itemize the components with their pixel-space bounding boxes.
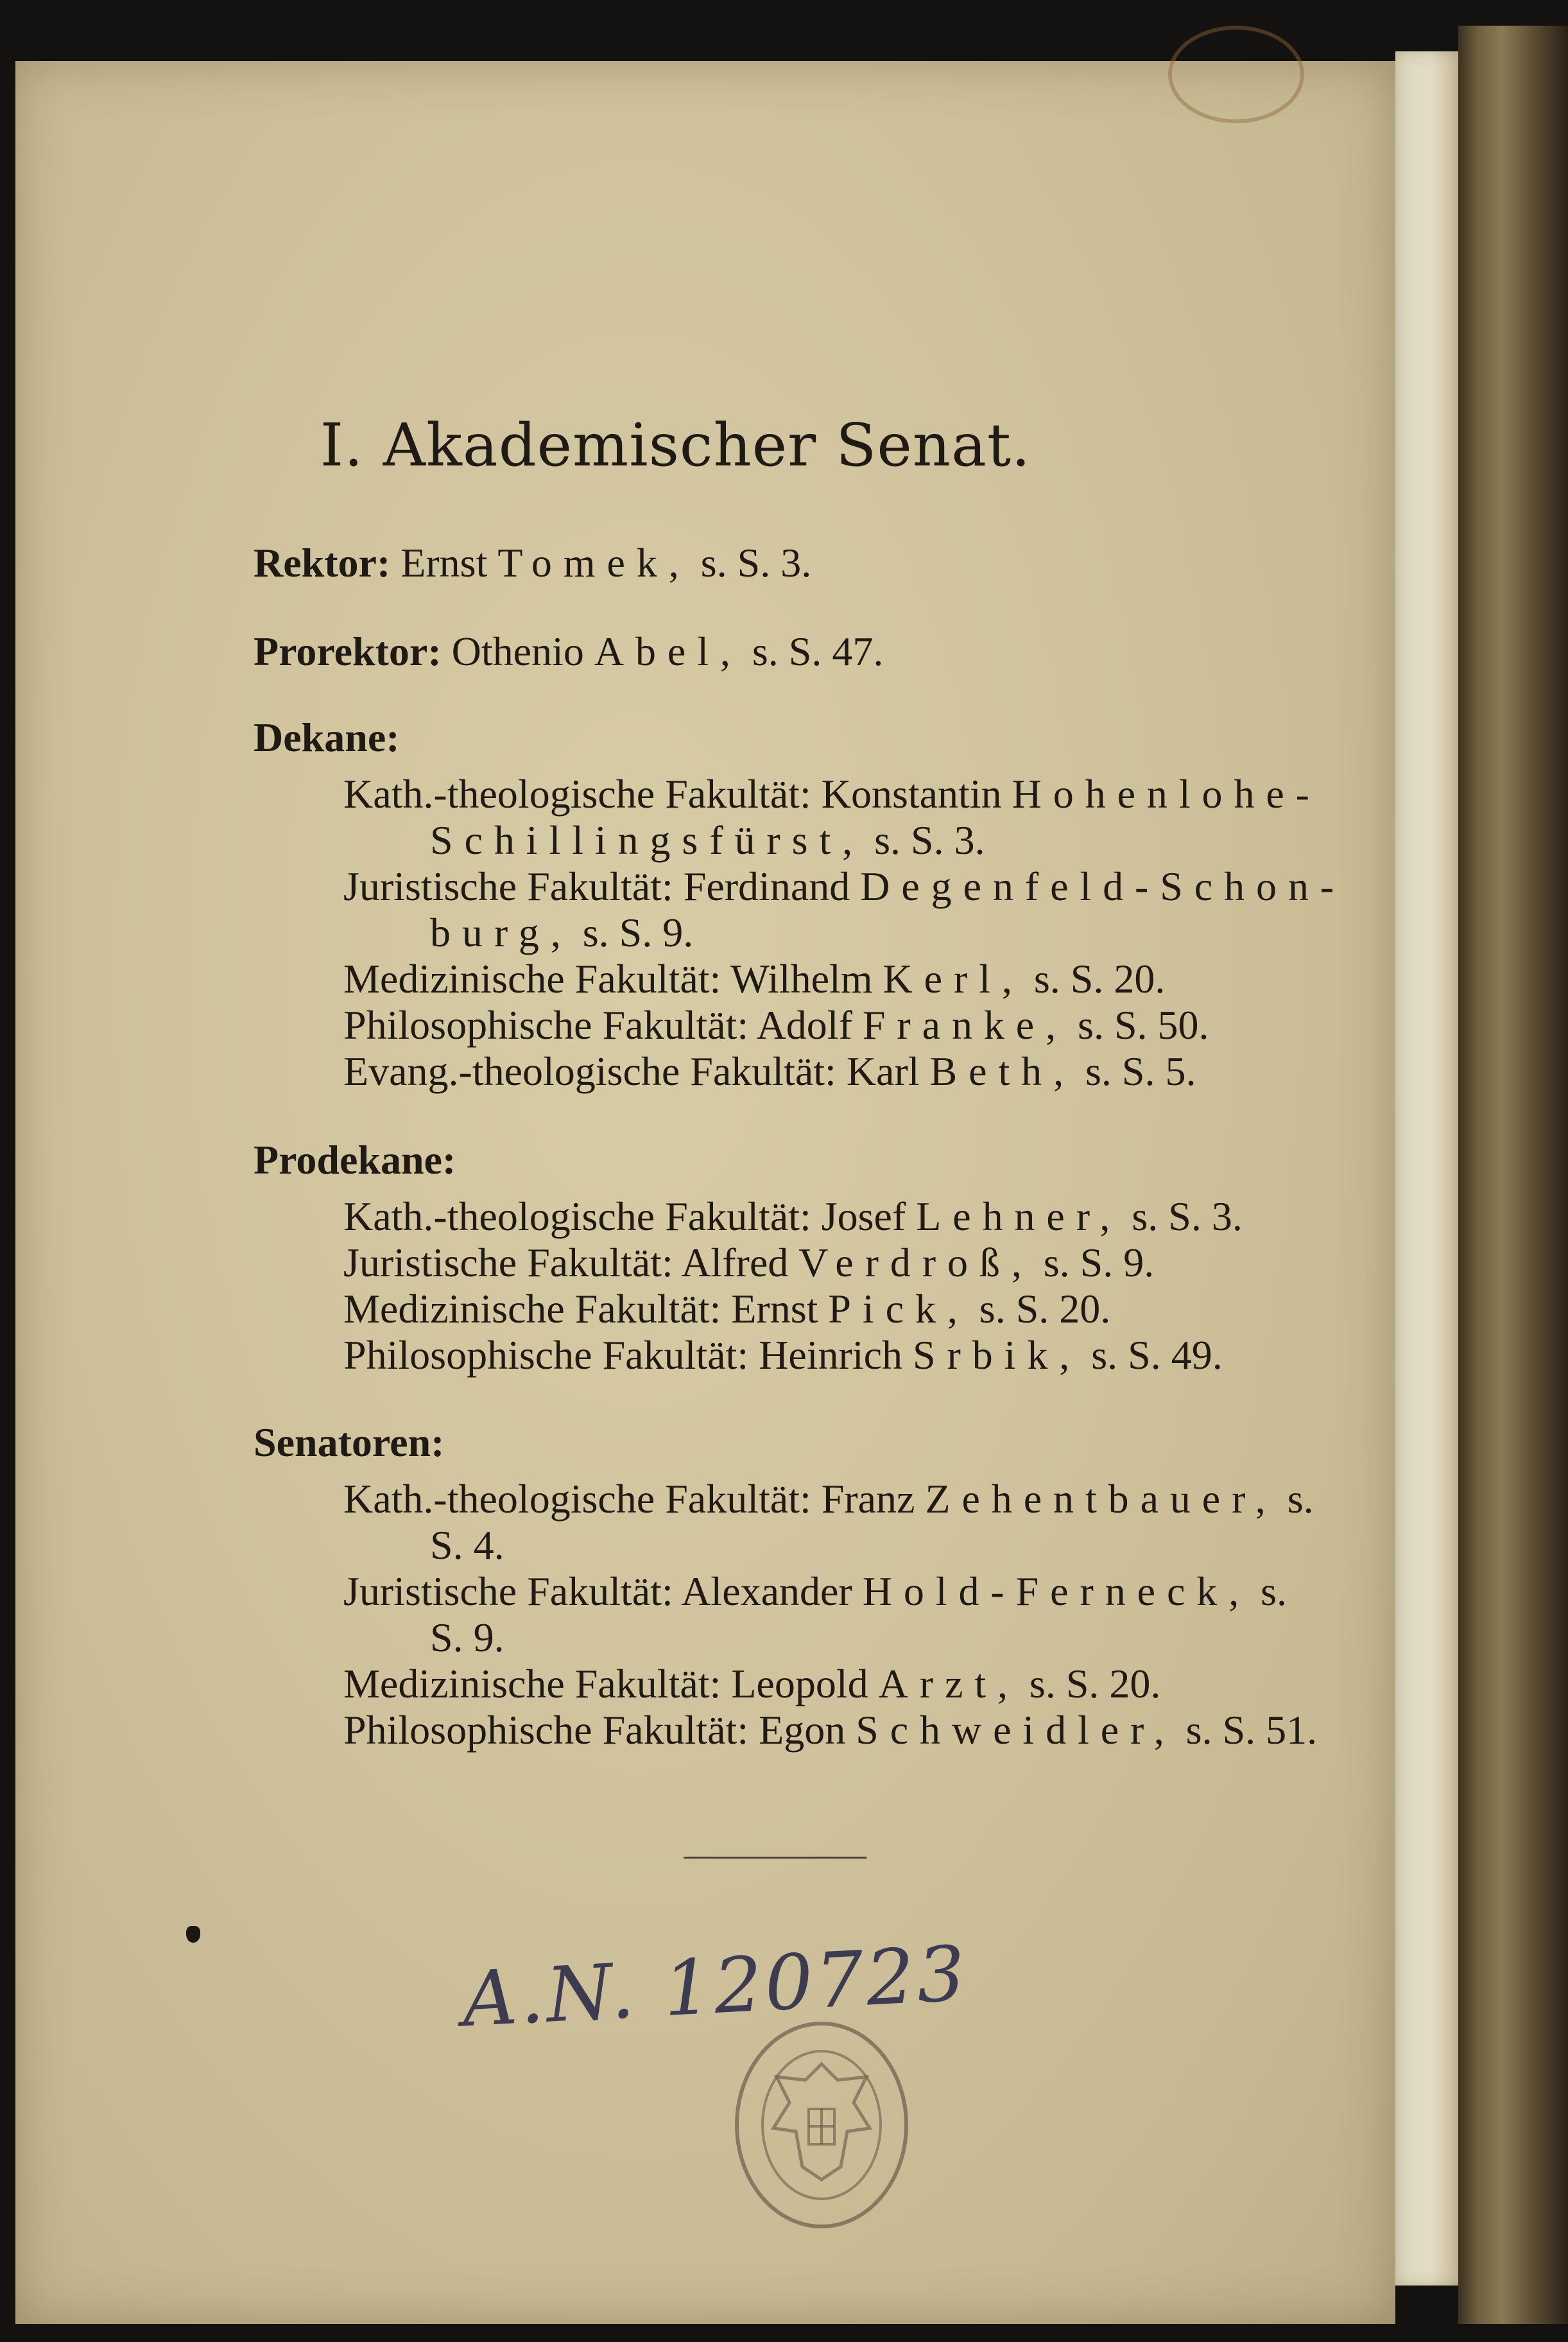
prodekane-line	[343, 1239, 1154, 1287]
senatoren-line	[343, 1660, 1160, 1708]
prodekane-line-ref: s. S. 9.	[1043, 1240, 1155, 1285]
senatoren-line-text: Kath.-theologische Fakultät: Franz	[343, 1476, 915, 1522]
senatoren-line-ref: s. S. 20.	[1029, 1661, 1161, 1706]
prodekane-line-text: Philosophische Fakultät: Heinrich	[343, 1332, 902, 1378]
dekane-line-name: burg,	[430, 910, 573, 955]
page-edge-stack	[1395, 51, 1458, 2286]
dekane-line-text: Kath.-theologische Fakultät: Konstantin	[343, 771, 1002, 817]
dekane-line-name: Kerl,	[883, 956, 1024, 1002]
prodekane-line-ref: s. S. 3.	[1132, 1193, 1243, 1239]
rektor-surname: Tomek,	[497, 540, 691, 586]
dekane-heading: Dekane:	[254, 715, 400, 760]
prodekane-line	[343, 1331, 1223, 1379]
senatoren-line-text: Juristische Fakultät: Alexander	[343, 1568, 852, 1614]
prorektor-first-name: Othenio	[451, 629, 584, 674]
prodekane-line	[343, 1193, 1243, 1240]
dekane-line-name: Franke,	[862, 1002, 1068, 1048]
senatoren-line-text: Philosophische Fakultät: Egon	[343, 1707, 846, 1753]
senatoren-line	[430, 1614, 504, 1661]
dekane-line-text: Philosophische Fakultät: Adolf	[343, 1002, 852, 1048]
prorektor-label: Prorektor:	[254, 629, 442, 674]
rektor-label: Rektor:	[254, 540, 391, 586]
water-stain	[1168, 26, 1304, 123]
senatoren-line	[343, 1706, 1317, 1754]
dekane-line	[343, 770, 1321, 818]
dekane-line	[430, 817, 985, 864]
prodekane-line-name: Srbik,	[913, 1332, 1081, 1378]
prodekane-line-name: Pick,	[828, 1286, 969, 1331]
prorektor-ref: s. S. 47.	[752, 629, 884, 674]
dekane-line	[343, 955, 1165, 1003]
senatoren-line-text: Medizinische Fakultät: Leopold	[343, 1661, 868, 1706]
senatoren-line-ref: s.	[1261, 1568, 1288, 1614]
prodekane-line-text: Juristische Fakultät: Alfred	[343, 1240, 789, 1285]
senatoren-line-ref: S. 4.	[430, 1522, 504, 1568]
dekane-line-text: Medizinische Fakultät: Wilhelm	[343, 956, 873, 1002]
dekane-line	[430, 909, 693, 957]
inventory-number-handwritten: A.N. 120723	[460, 1929, 970, 2044]
dekane-line-text: Juristische Fakultät: Ferdinand	[343, 863, 850, 909]
prorektor-surname: Abel,	[594, 629, 742, 674]
page-title: I. Akademischer Senat.	[320, 411, 1031, 480]
dekane-line-ref: s. S. 3.	[874, 817, 985, 863]
prorektor-line	[254, 628, 883, 675]
senatoren-line-name: Zehentbauer,	[925, 1476, 1277, 1522]
senatoren-line-ref: S. 9.	[430, 1615, 504, 1660]
section-divider	[684, 1857, 866, 1859]
prodekane-line-text: Kath.-theologische Fakultät: Josef	[343, 1193, 906, 1239]
senatoren-line-ref: s. S. 51.	[1185, 1707, 1318, 1753]
prodekane-line-ref: s. S. 49.	[1091, 1332, 1223, 1378]
dekane-line-name: Schillingsfürst,	[430, 817, 865, 863]
prodekane-line-ref: s. S. 20.	[979, 1286, 1111, 1331]
dekane-line	[343, 863, 1345, 910]
senatoren-heading: Senatoren:	[254, 1419, 445, 1465]
dekane-line	[343, 1002, 1209, 1049]
rektor-line	[254, 539, 811, 587]
dekane-line-name: Hohenlohe-	[1012, 771, 1321, 817]
prodekane-heading: Prodekane:	[254, 1137, 456, 1183]
dekane-line-name: Degenfeld-Schon-	[860, 863, 1346, 909]
senatoren-line-name: Hold-Ferneck,	[862, 1568, 1251, 1614]
book-cover-edge	[1458, 26, 1568, 2324]
senatoren-line	[430, 1522, 504, 1569]
prodekane-line-text: Medizinische Fakultät: Ernst	[343, 1286, 818, 1331]
senatoren-line	[343, 1568, 1287, 1615]
dekane-line-text: Evang.-theologische Fakultät: Karl	[343, 1048, 920, 1094]
dekane-line-name: Beth,	[929, 1048, 1076, 1094]
prodekane-line	[343, 1285, 1110, 1333]
senatoren-line	[343, 1475, 1314, 1523]
dekane-line-ref: s. S. 50.	[1078, 1002, 1209, 1048]
prodekane-line-name: Lehner,	[916, 1193, 1122, 1239]
senatoren-line-name: Schweidler,	[856, 1707, 1176, 1753]
dekane-line-ref: s. S. 5.	[1085, 1048, 1196, 1094]
dekane-line-ref: s. S. 20.	[1033, 956, 1166, 1002]
library-stamp	[732, 2019, 911, 2231]
senatoren-line-ref: s.	[1287, 1476, 1314, 1522]
rektor-ref: s. S. 3.	[700, 540, 812, 586]
prodekane-line-name: Verdroß,	[798, 1240, 1033, 1285]
dekane-line-ref: s. S. 9.	[582, 910, 694, 955]
rektor-first-name: Ernst	[401, 540, 488, 586]
senatoren-line-name: Arzt,	[878, 1661, 1019, 1706]
dekane-line	[343, 1048, 1196, 1095]
ink-speck	[186, 1926, 200, 1943]
